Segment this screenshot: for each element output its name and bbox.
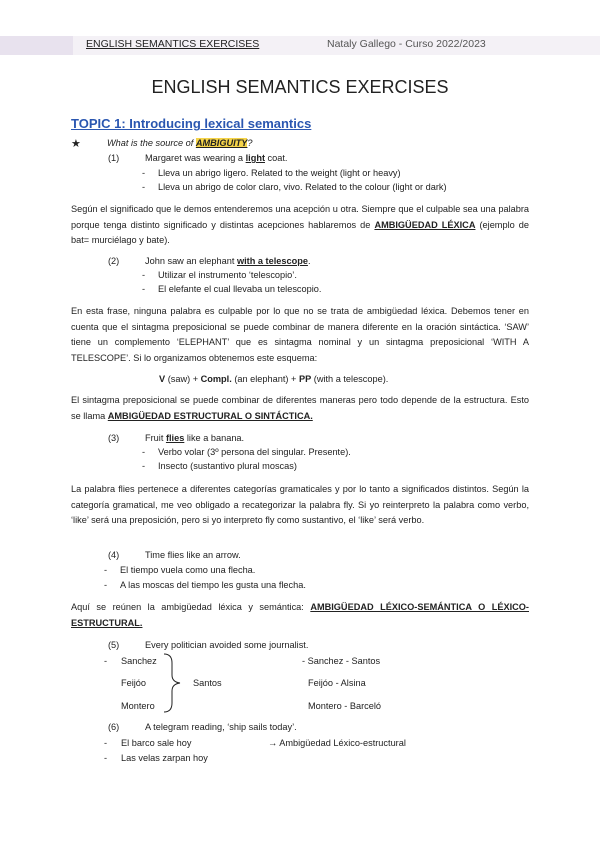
ex3-dash-2: - <box>142 461 146 471</box>
ex5-right-2: Feijóo - Alsina <box>308 678 366 688</box>
ex2-dash-1: - <box>142 270 146 280</box>
ex6-dash-1: - <box>104 738 108 748</box>
paragraph-flies: La palabra flies pertenece a diferentes categorías gramaticales y por lo tanto a significados distintos. Según la categoría gramatical, me veo obligado a recategorizar la palabra fly. Si yo reinterpreto la palabra como verbo, ‘like’ será una preposición, pero si yo interpreto fly como sustantivo, el ‘like’ será verbo. <box>71 484 529 525</box>
paragraph-lexico-semantic: Aquí se reúnen la ambigüedad léxica y semántica: AMBIGÜEDAD LÉXICO-SEMÁNTICA O LÉXICO-ESTRUCTURAL. <box>71 602 529 628</box>
brace-icon <box>160 653 184 713</box>
ex4-dash-1: - <box>104 565 108 575</box>
ex2-dash-2: - <box>142 284 146 294</box>
ex1-dash-2: - <box>142 182 146 192</box>
star-bullet-icon: ★ <box>71 138 81 150</box>
ex5-right-1: - Sanchez - Santos <box>302 656 381 666</box>
paragraph-structure: En esta frase, ninguna palabra es culpable por lo que no se trata de ambigüedad léxica. Debemos tener en cuenta que el sintagma preposicional se puede combinar de manera diferente en la oración sintáctica. ‘SAW’ tiene un complemento ‘ELEPHANT’ que es sintagma nominal y un sintagma preposicional ‘WITH A TELESCOPE’. Si lo organizamos obtenemos este esquema: <box>71 306 529 363</box>
ex4-dash-2: - <box>104 580 108 590</box>
ex3-dash-1: - <box>142 447 146 457</box>
ex5-left-1: Sanchez <box>121 656 157 666</box>
ex4-item-2: A las moscas del tiempo les gusta una flecha. <box>120 580 306 590</box>
ex6-sentence: A telegram reading, ‘ship sails today’. <box>145 722 297 732</box>
document-title: ENGLISH SEMANTICS EXERCISES <box>151 77 449 97</box>
ex5-sentence: Every politician avoided some journalist. <box>145 640 309 650</box>
ex4-item-1: El tiempo vuela como una flecha. <box>120 565 256 575</box>
ex5-dash: - <box>104 656 108 666</box>
ex6-dash-2: - <box>104 753 108 763</box>
ex4-sentence: Time flies like an arrow. <box>145 550 241 560</box>
ex1-number: (1) <box>108 153 120 163</box>
ex1-item-2: Lleva un abrigo de color claro, vivo. Related to the colour (light or dark) <box>158 182 447 192</box>
ex6-item-2: Las velas zarpan hoy <box>121 753 208 763</box>
ex5-right-3: Montero - Barceló <box>308 701 382 711</box>
ex2-sentence: John saw an elephant with a telescope. <box>145 256 311 266</box>
formula-line: V (saw) + Compl. (an elephant) + PP (with a telescope). <box>159 374 389 384</box>
ex4-number: (4) <box>108 550 120 560</box>
paragraph-structural: El sintagma preposicional se puede combinar de diferentes maneras pero todo depende de la estructura. Esto se llama AMBIGÜEDAD ESTRUCTURAL O SINTÁCTICA. <box>71 395 529 421</box>
ex3-number: (3) <box>108 433 120 443</box>
ex6-arrow-note: → Ambigüedad Léxico-estructural <box>268 738 406 748</box>
paragraph-lexical: Según el significado que le demos entenderemos una acepción u otra. Siempre que el culpable sea una palabra porque tenga distinto significado y distintas acepciones hablaremos de AMBIGÜEDAD LÉXICA (ejemplo de bat= murciélago y bate). <box>71 204 529 245</box>
ex6-number: (6) <box>108 722 120 732</box>
ex5-middle: Santos <box>193 678 222 688</box>
ex3-item-2: Insecto (sustantivo plural moscas) <box>158 461 297 471</box>
ex2-number: (2) <box>108 256 120 266</box>
header-author: Nataly Gallego - Curso 2022/2023 <box>327 38 486 50</box>
header-title: ENGLISH SEMANTICS EXERCISES <box>86 38 260 50</box>
ex1-item-1: Lleva un abrigo ligero. Related to the weight (light or heavy) <box>158 168 401 178</box>
question-line: What is the source of AMBIGUITY? <box>107 138 253 148</box>
header-band-left <box>0 36 73 55</box>
ex3-sentence: Fruit flies like a banana. <box>145 433 245 443</box>
ex1-sentence: Margaret was wearing a light coat. <box>145 153 288 163</box>
ex6-item-1: El barco sale hoy <box>121 738 192 748</box>
ex5-left-3: Montero <box>121 701 155 711</box>
ex2-item-2: El elefante el cual llevaba un telescopio. <box>158 284 322 294</box>
ambiguity-term: AMBIGUITY <box>195 138 248 148</box>
ex5-left-2: Feijóo <box>121 678 147 688</box>
ex1-dash-1: - <box>142 168 146 178</box>
ex3-item-1: Verbo volar (3º persona del singular. Presente). <box>158 447 351 457</box>
ex2-item-1: Utilizar el instrumento ‘telescopio’. <box>158 270 297 280</box>
topic-heading: TOPIC 1: Introducing lexical semantics <box>71 116 312 131</box>
ex5-number: (5) <box>108 640 120 650</box>
